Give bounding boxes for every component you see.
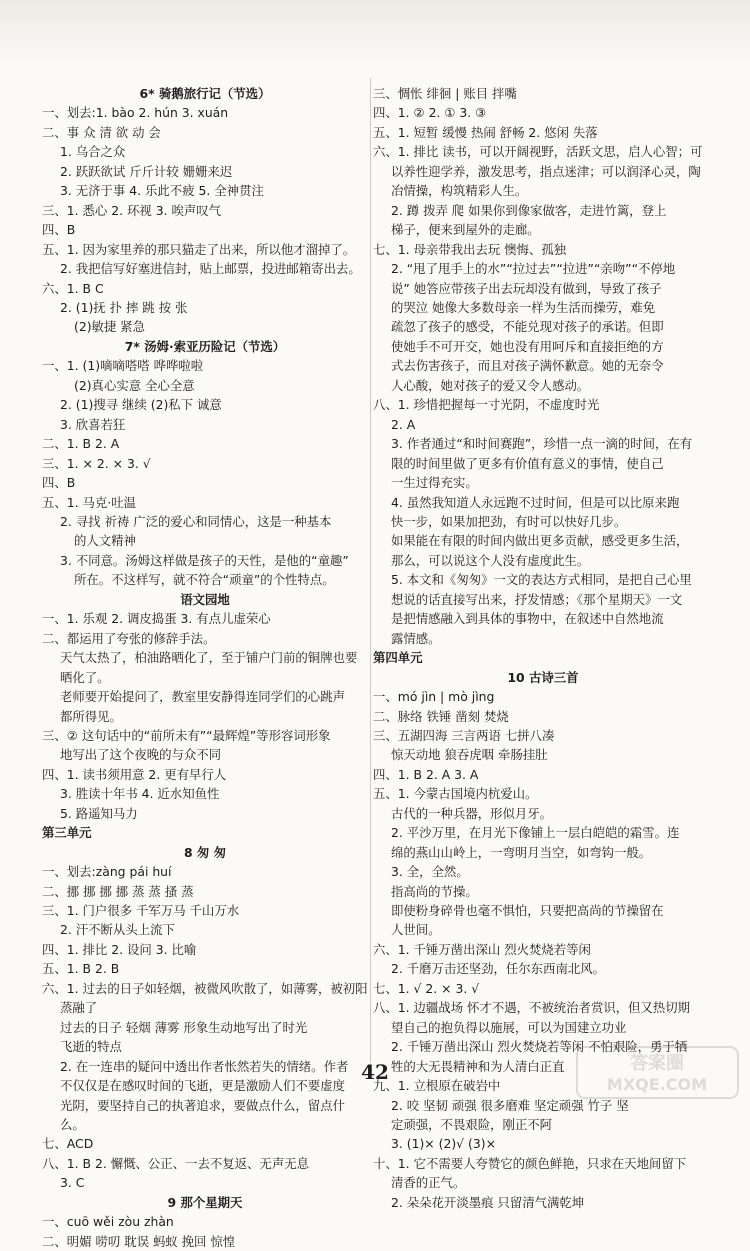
answer-line: 三、1. 门户很多 千军万马 千山万水 bbox=[42, 903, 240, 919]
answer-line: 一、mó jìn | mò jìng bbox=[373, 689, 495, 705]
answer-line: 飞逝的特点 bbox=[60, 1039, 122, 1055]
answer-line: 的哭泣 她像大多数母亲一样为生活而操劳，难免 bbox=[391, 299, 656, 315]
answer-line: 3. 作者通过“和时间赛跑”，珍惜一点一滴的时间，在有 bbox=[391, 436, 693, 452]
answer-line: (2)真心实意 全心全意 bbox=[74, 377, 195, 393]
answer-line: 是把情感融入到具体的事物中，在叙述中自然地流 bbox=[391, 611, 664, 627]
answer-line: 即使粉身碎骨也毫不惧怕，只要把高尚的节操留在 bbox=[391, 903, 664, 919]
answer-line: 十、1. 它不需要人夸赞它的颜色鲜艳，只求在天地间留下 bbox=[373, 1155, 687, 1171]
answer-line: 三、惆怅 绯徊 | 账目 拌嘴 bbox=[373, 86, 517, 101]
answer-line: 四、1. 排比 2. 设问 3. 比喻 bbox=[42, 941, 197, 957]
answer-line: 都所得见。 bbox=[60, 708, 122, 724]
answer-line: 2. 咬 坚韧 顽强 很多磨难 坚定顽强 竹子 坚 bbox=[391, 1097, 629, 1113]
answer-line: 2. (1)抚 扑 摔 跳 按 张 bbox=[60, 299, 188, 315]
answer-line: 八、1. B 2. 懈慨、公正、一去不复返、无声无息 bbox=[42, 1155, 309, 1171]
answer-line: 一、1. 乐观 2. 调皮捣蛋 3. 有点儿虚荣心 bbox=[42, 611, 271, 627]
answer-line: 2. 千磨万击还坚劲，任尔东西南北风。 bbox=[391, 961, 606, 977]
answer-line: 疏忽了孩子的感受，不能兑现对孩子的承诺。但即 bbox=[391, 319, 664, 335]
answer-line: 3. C bbox=[60, 1175, 85, 1191]
answer-line: 五、1. 因为家里养的那只猫走了出来，所以他才溜掉了。 bbox=[42, 241, 356, 257]
answer-line: 如果能在有限的时间内做出更多贡献，感受更多生活， bbox=[391, 533, 689, 549]
answer-line: 地写出了这个夜晚的与众不同 bbox=[60, 747, 222, 763]
answer-line: 光阴，要坚持自己的执著追求，要做点什么，留点什 bbox=[60, 1097, 345, 1113]
answer-line: 四、1. 读书须用意 2. 更有早行人 bbox=[42, 766, 227, 782]
answer-line: (2)敏捷 紧急 bbox=[74, 319, 146, 335]
answer-line: 绵的燕山山岭上，一弯明月当空，如弯钩一般。 bbox=[391, 844, 652, 860]
right-column bbox=[373, 84, 713, 1212]
answer-line: 式去伤害孩子，而且对孩子满怀歉意。她的无奈令 bbox=[391, 358, 664, 374]
answer-line: 二、明媚 唠叨 耽误 蚂蚁 挽回 惊惶 bbox=[42, 1233, 236, 1249]
answer-line: 望自己的抱负得以施展，可以为国建立功业 bbox=[391, 1019, 627, 1035]
answer-line: 一、1. (1)嘀嘀嗒嗒 哗哗啦啦 bbox=[42, 358, 204, 374]
answer-line: 三、1. 悉心 2. 环视 3. 唉声叹气 bbox=[42, 202, 222, 218]
page-number: 42 bbox=[361, 1060, 389, 1084]
answer-line: 说” 她答应带孩子出去玩却没有做到，导致了孩子 bbox=[391, 280, 662, 296]
answer-line: 三、② 这句话中的“前所未有”“最辉煌”等形容词形象 bbox=[42, 727, 331, 743]
svg-text:MXQE.COM: MXQE.COM bbox=[606, 1075, 708, 1094]
answer-line: 的人文精神 bbox=[74, 533, 136, 549]
answer-line: 七、1. √ 2. × 3. √ bbox=[373, 980, 480, 996]
answer-line: 一、划去:zàng pái huí bbox=[42, 864, 172, 880]
watermark-logo bbox=[575, 1045, 740, 1100]
answer-line: 3. 不同意。汤姆这样做是孩子的天性，是他的“童趣” bbox=[60, 552, 349, 568]
answer-line: 清香的正气。 bbox=[391, 1175, 466, 1191]
section-heading: 7* 汤姆·索亚历险记（节选） bbox=[124, 338, 286, 354]
answer-line: 2. 汗不断从头上流下 bbox=[60, 922, 175, 938]
answer-line: 2. 在一连串的疑问中透出作者怅然若失的情绪。作者 bbox=[60, 1058, 349, 1074]
section-heading: 6* 骑鹅旅行记（节选） bbox=[139, 86, 271, 101]
answer-line: 指高尚的节操。 bbox=[391, 883, 478, 899]
answer-line: 晒化了。 bbox=[60, 669, 110, 685]
answer-line: 3. 欣喜若狂 bbox=[60, 416, 126, 432]
answer-line: 六、1. 千锤万凿出深山 烈火焚烧若等闲 bbox=[373, 941, 591, 957]
answer-line: 3. 全，全然。 bbox=[391, 864, 469, 880]
answer-line: 2. 千锤万凿出深山 烈火焚烧若等闲 不怕艰险，勇于牺 bbox=[391, 1039, 688, 1055]
answer-line: 七、ACD bbox=[42, 1136, 94, 1152]
answer-line: 5. 本文和《匆匆》一文的表达方式相同，是把自己心里 bbox=[391, 572, 692, 588]
section-heading: 8 匆 匆 bbox=[183, 844, 227, 860]
section-heading: 语文园地 bbox=[180, 591, 230, 607]
answer-line: 以养性迎学养，激发思考，指点迷津；可以润泽心灵，陶 bbox=[391, 163, 701, 179]
answer-line: 五、1. 今蒙古国境内杭爱山。 bbox=[373, 786, 538, 802]
answer-line: 所在。不这样写，就不符合“顽童”的个性特点。 bbox=[74, 572, 335, 588]
section-heading: 9 那个星期天 bbox=[167, 1194, 243, 1210]
answer-line: 一、cuō wěi zòu zhàn bbox=[42, 1214, 174, 1230]
answer-line: 古代的一种兵器，形似月牙。 bbox=[391, 805, 553, 821]
answer-line: 二、挪 挪 挪 挪 蒸 蒸 搔 蒸 bbox=[42, 883, 194, 899]
answer-line: 二、脉络 铁锤 凿刻 焚烧 bbox=[373, 708, 509, 724]
answer-line: 二、事 众 清 欲 动 会 bbox=[42, 124, 161, 140]
answer-line: 四、1. B 2. A 3. A bbox=[373, 766, 479, 782]
answer-line: 2. A bbox=[391, 416, 416, 432]
answer-line: 梯子，便来到屋外的走廊。 bbox=[391, 222, 540, 238]
page-top-shadow bbox=[0, 0, 750, 70]
answer-line: 人世间。 bbox=[391, 922, 441, 938]
answer-line: 5. 路遥知马力 bbox=[60, 805, 138, 821]
answer-line: 2. 我把信写好塞进信封，贴上邮票，投进邮箱寄出去。 bbox=[60, 261, 361, 277]
answer-line: 牲的大无畏精神和为人清白正直 bbox=[391, 1058, 565, 1074]
unit-heading: 第四单元 bbox=[373, 650, 423, 666]
answer-line: 3. (1)× (2)√ (3)× bbox=[391, 1136, 496, 1152]
answer-line: 么。 bbox=[60, 1117, 85, 1133]
answer-line: 二、都运用了夸张的修辞手法。 bbox=[42, 630, 216, 646]
answer-line: 2. 蹲 拨弄 爬 如果你到像家做客，走进竹篱，登上 bbox=[391, 202, 667, 218]
answer-line: 人心酸，她对孩子的爱又令人感动。 bbox=[391, 377, 590, 393]
answer-line: 一生过得充实。 bbox=[391, 475, 478, 491]
answer-line: 3. 胜读十年书 4. 近水知鱼性 bbox=[60, 786, 220, 802]
answer-line: 那么，可以说这个人没有虚度此生。 bbox=[391, 552, 590, 568]
answer-line: 六、1. B C bbox=[42, 280, 104, 296]
answer-line: 不仅仅是在感叹时间的飞逝，更是激励人们不要虚度 bbox=[60, 1078, 345, 1094]
answer-line: 3. 无济于事 4. 乐此不疲 5. 全神贯注 bbox=[60, 183, 264, 199]
answer-line: 2. (1)搜寻 继续 (2)私下 诚意 bbox=[60, 397, 222, 413]
answer-line: 三、五湖四海 三言两语 七拼八凑 bbox=[373, 727, 555, 743]
answer-line: 五、1. 短暂 缓慢 热闹 舒畅 2. 悠闲 失落 bbox=[373, 124, 598, 140]
answer-line: 2. 平沙万里，在月光下像铺上一层白皑皑的霜雪。连 bbox=[391, 825, 680, 841]
answer-line: 限的时间里做了更多有价值有意义的事情，使自己 bbox=[391, 455, 664, 471]
svg-text:答案圈: 答案圈 bbox=[630, 1053, 684, 1074]
answer-line: 老师要开始提问了，教室里安静得连同学们的心跳声 bbox=[60, 689, 345, 705]
answer-line: 七、1. 母亲带我出去玩 懊悔、孤独 bbox=[373, 241, 567, 257]
answer-line: 冶情操，构筑精彩人生。 bbox=[391, 183, 528, 199]
answer-line: 五、1. 马克·吐温 bbox=[42, 494, 137, 510]
answer-line: 天气太热了，柏油路晒化了，至于铺户门前的铜牌也要 bbox=[60, 650, 358, 666]
answer-line: 想说的话直接写出来，抒发情感；《那个星期天》一文 bbox=[391, 591, 683, 607]
answer-line: 1. 乌合之众 bbox=[60, 144, 126, 160]
answer-line: 五、1. B 2. B bbox=[42, 961, 120, 977]
answer-line: 六、1. 过去的日子如轻烟，被微风吹散了，如薄雾，被初阳 bbox=[42, 980, 368, 996]
answer-line: 露情感。 bbox=[391, 630, 441, 646]
answer-line: 八、1. 边疆战场 怀才不遇，不被统治者赏识，但又热切期 bbox=[373, 1000, 691, 1016]
answer-line: 惊天动地 狼吞虎咽 牵肠挂肚 bbox=[391, 747, 548, 763]
answer-line: 4. 虽然我知道人永远跑不过时间，但是可以比原来跑 bbox=[391, 494, 680, 510]
answer-line: 2. 朵朵花开淡墨痕 只留清气满乾坤 bbox=[391, 1194, 585, 1210]
answer-line: 快一步，如果加把劲，有时可以快好几步。 bbox=[391, 513, 627, 529]
answer-line: 过去的日子 轻烟 薄雾 形象生动地写出了时光 bbox=[60, 1019, 308, 1035]
answer-line: 八、1. 珍惜把握每一寸光阴，不虚度时光 bbox=[373, 397, 600, 413]
answer-line: 四、B bbox=[42, 222, 76, 238]
answer-line: 一、划去:1. bào 2. hún 3. xuán bbox=[42, 105, 229, 121]
answer-line: 四、1. ② 2. ① 3. ③ bbox=[373, 105, 487, 121]
answer-line: 使她手不可开交，她也没有用呵斥和直接拒绝的方 bbox=[391, 338, 664, 354]
answer-line: 蒸融了 bbox=[60, 1000, 98, 1016]
section-heading: 10 古诗三首 bbox=[507, 669, 579, 685]
answer-line: 2. 寻找 祈祷 广泛的爱心和同情心，这是一种基本 bbox=[60, 513, 332, 529]
answer-line: 二、1. B 2. A bbox=[42, 436, 120, 452]
answer-line: 六、1. 排比 读书，可以开阔视野，活跃文思，启人心智；可 bbox=[373, 144, 703, 160]
answer-line: 定顽强，不畏艰险，刚正不阿 bbox=[391, 1117, 553, 1133]
answer-line: 三、1. × 2. × 3. √ bbox=[42, 455, 151, 471]
answer-line: 九、1. 立根原在破岩中 bbox=[373, 1078, 501, 1094]
column-divider bbox=[370, 78, 371, 1063]
answer-line: 2. 跃跃欲试 斤斤计较 姗姗来迟 bbox=[60, 163, 233, 179]
answer-line: 2. “甩了甩手上的水”“拉过去”“拉进”“亲吻”“不停地 bbox=[391, 261, 676, 277]
unit-heading: 第三单元 bbox=[42, 825, 92, 841]
answer-line: 四、B bbox=[42, 475, 76, 491]
